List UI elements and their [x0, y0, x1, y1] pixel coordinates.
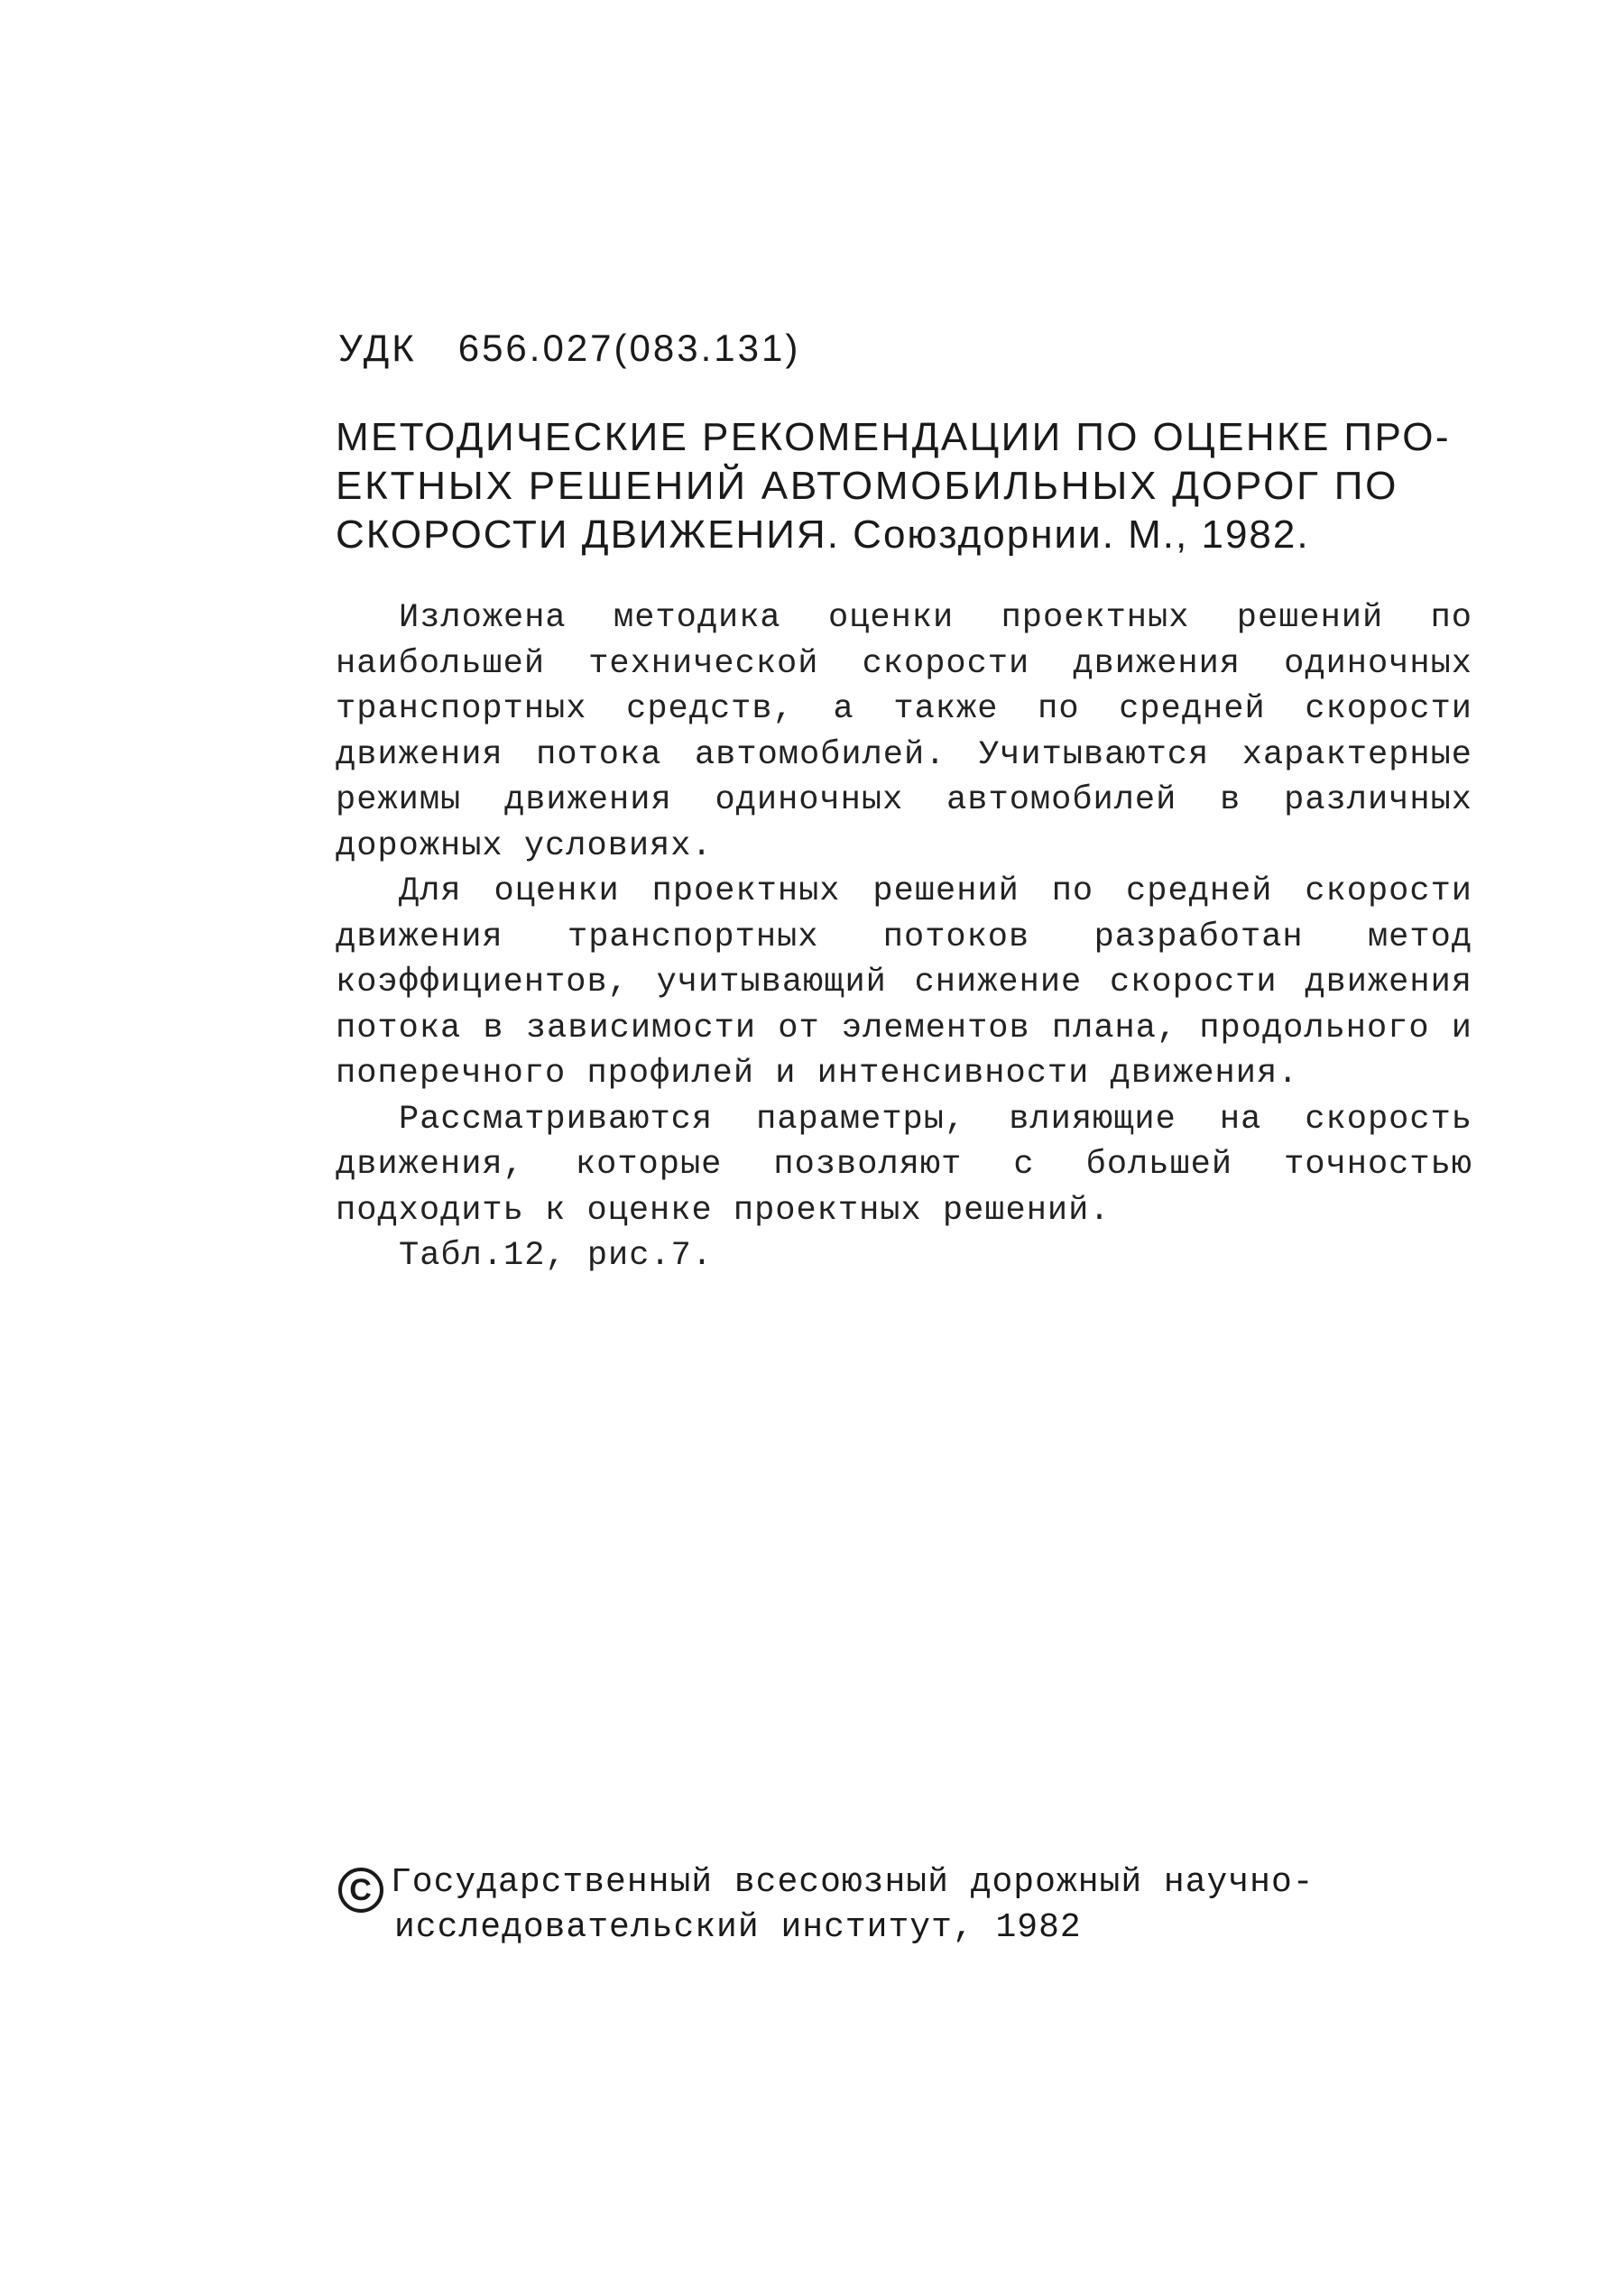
copyright-line-2: исследовательский институт, 1982: [394, 1908, 1082, 1947]
abstract-paragraph-3: Рассматриваются параметры, влияющие на скорость движения, которые позволяют с большей точностью подходить к оценке проектных решений.: [336, 1100, 1472, 1230]
copyright-line-1: [338, 1863, 1511, 1913]
copyright-text-1: Государственный всесоюзный дорожный научно-: [391, 1863, 1315, 1902]
title-line-2: ЕКТНЫХ РЕШЕНИЙ АВТОМОБИЛЬНЫХ ДОРОГ ПО: [336, 464, 1399, 508]
title-line-3: [336, 511, 1490, 559]
copyright-notice: [338, 1863, 1511, 1947]
udk-line: [338, 327, 800, 370]
title-line-1: МЕТОДИЧЕСКИЕ РЕКОМЕНДАЦИИ ПО ОЦЕНКЕ ПРО-: [336, 415, 1451, 459]
abstract-paragraph-2: Для оценки проектных решений по средней скорости движения транспортных потоков разработан метод коэффициентов, учитывающий снижение скорости движения потока в зависимости от элементов плана, продольного и поперечного профилей и интенсивности движения.: [336, 872, 1472, 1093]
publisher-info: Союздорнии. М., 1982.: [853, 512, 1310, 557]
copyright-icon: C: [338, 1868, 383, 1913]
abstract: [336, 595, 1472, 1279]
document-title: [336, 413, 1490, 559]
title-line-3-caps: СКОРОСТИ ДВИЖЕНИЯ.: [336, 512, 840, 557]
tables-figures-count: Табл.12, рис.7.: [399, 1237, 714, 1275]
udk-code: 656.027(083.131): [457, 327, 801, 369]
udk-label: УДК: [338, 327, 417, 369]
abstract-paragraph-1: Изложена методика оценки проектных решений по наибольшей технической скорости движения одиночных транспортных средств, а также по средней скорости движения потока автомобилей. Учитываются характерные режимы движения одиночных автомобилей в различных дорожных условиях.: [336, 599, 1472, 865]
